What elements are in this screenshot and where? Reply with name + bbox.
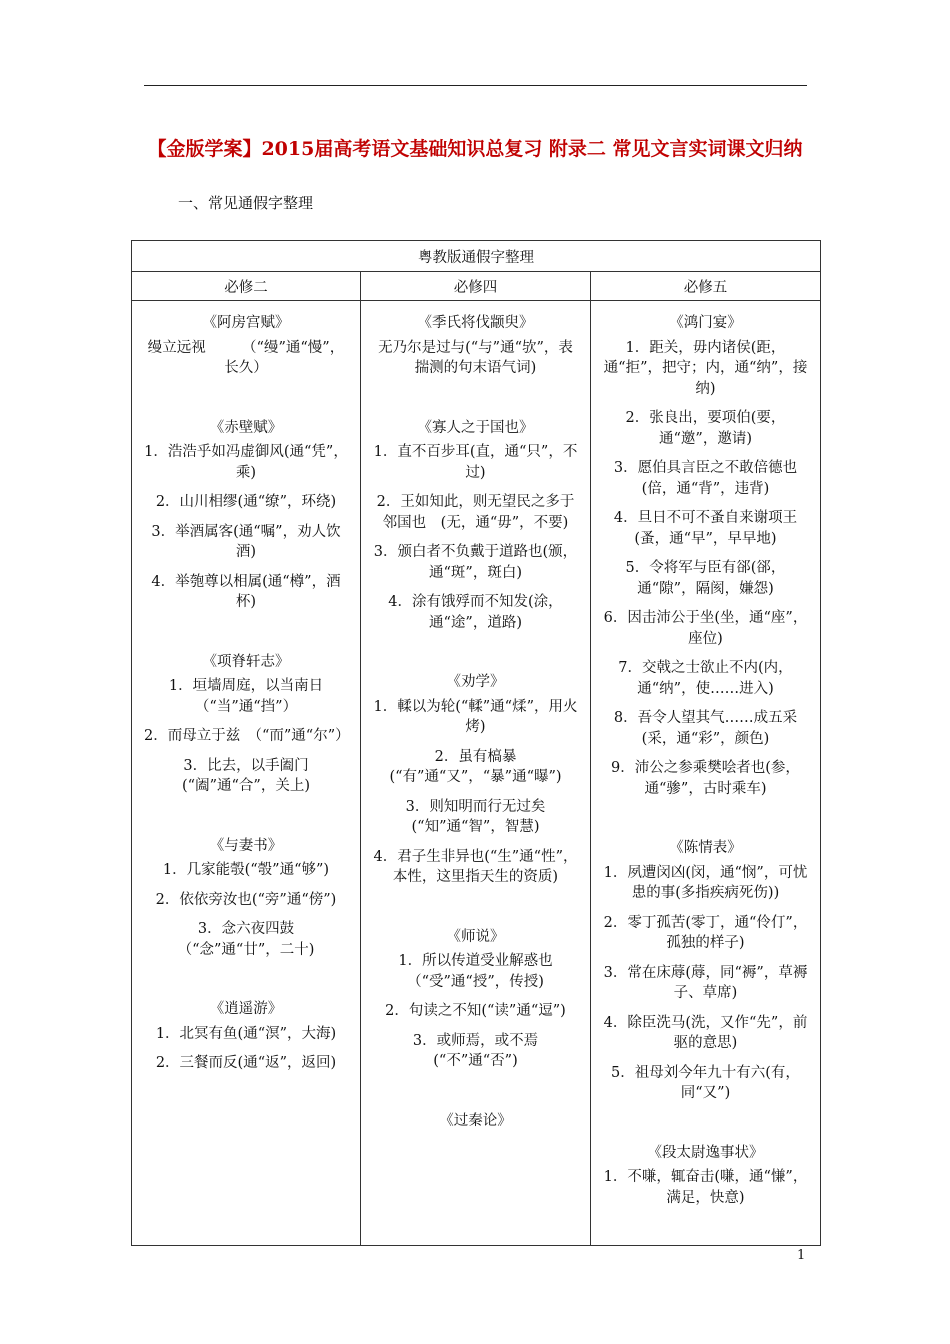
column-header-bixiu2: 必修二: [132, 272, 361, 301]
list-item: 2．依依旁汝也(“旁”通“傍”): [155, 891, 337, 908]
list-item: 1．不嗛，辄奋击(嗛，通“慊”，满足，快意): [603, 1169, 808, 1206]
tongjia-table: [131, 240, 821, 1246]
list-item: 2．虽有槁暴(“有”通“又”，“暴”通“曝”): [389, 748, 562, 785]
list-item: 1．浩浩乎如冯虚御风(通“凭”，乘): [144, 444, 348, 481]
list-item: 1．北冥有鱼(通“溟”，大海): [155, 1025, 337, 1042]
essay-title: 《过秦论》: [439, 1112, 512, 1129]
list-item: 3．举酒属客(通“嘱”，劝人饮酒): [151, 523, 341, 560]
list-item: 2．王如知此，则无望民之多于邻国也 (无，通“毋”，不要): [376, 494, 575, 531]
list-item: 无乃尔是过与(“与”通“欤”，表揣测的句末语气词): [378, 339, 573, 376]
list-item: 9．沛公之参乘樊哙者也(参，通“骖”，古时乘车): [611, 760, 800, 797]
list-item: 1．垣墙周庭，以当南日（“当”通“挡”）: [168, 678, 324, 715]
list-item: 4．举匏尊以相属(通“樽”，酒杯): [151, 573, 341, 610]
essay-title: 《阿房宫赋》: [202, 315, 290, 331]
essay-title: 《赤壁赋》: [209, 419, 283, 436]
list-item: 1．几家能彀(“彀”通“够”): [162, 862, 330, 878]
list-item: 4．旦日不可不蚤自来谢项王(蚤，通“早”，早早地): [613, 510, 798, 547]
list-item: 4．涂有饿殍而不知发(涂，通“途”，道路): [388, 594, 563, 631]
list-item: 2．句读之不知(“读”通“逗”): [385, 1003, 566, 1019]
list-item: 4．除臣洗马(洗，又作“先”，前驱的意思): [603, 1014, 808, 1051]
section-heading: 一、常见通假字整理: [178, 194, 314, 212]
list-item: 4．君子生非异也(“生”通“性”，本性，这里指天生的资质): [373, 848, 578, 885]
list-item: 8．吾令人望其气……成五采(采，通“彩”，颜色): [613, 710, 798, 747]
list-item: 2．三餐而反(通“返”，返回): [155, 1055, 337, 1071]
essay-title: 《段太尉逸事状》: [647, 1144, 764, 1161]
list-item: 3．或师焉，或不焉(“不”通“否”): [412, 1032, 539, 1069]
list-item: 1．直不百步耳(直，通“只”，不过): [373, 444, 578, 481]
essay-title: 《项脊轩志》: [202, 653, 290, 670]
list-item: 1．距关，毋内诸侯(距，通“拒”，把守；内，通“纳”，接纳): [603, 339, 808, 397]
header-rule: [144, 85, 807, 86]
page-number: 1: [797, 1248, 806, 1263]
list-item: 缦立远视 （“缦”通“慢”，长久）: [147, 339, 345, 376]
column-bixiu5: [591, 301, 821, 1246]
column-bixiu2: [132, 301, 361, 1246]
essay-title: 《劝学》: [446, 674, 505, 690]
list-item: 5．祖母刘今年九十有六(有，同“又”): [611, 1064, 800, 1101]
list-item: 3．颁白者不负戴于道路也(颁，通“斑”，斑白): [373, 544, 578, 581]
column-bixiu4: [361, 301, 591, 1246]
list-item: 3．比去，以手阖门(“阖”通“合”，关上): [182, 757, 310, 794]
list-item: 2．零丁孤苦(零丁，通“伶仃”，孤独的样子): [603, 914, 808, 951]
list-item: 6．因击沛公于坐(坐，通“座”，座位): [603, 610, 808, 647]
essay-title: 《陈情表》: [669, 840, 742, 856]
essay-title: 《逍遥游》: [209, 1001, 283, 1017]
list-item: 3．愿伯具言臣之不敢倍德也(倍，通“背”，违背): [613, 460, 798, 497]
column-header-bixiu5: 必修五: [591, 272, 821, 301]
list-item: 1．所以传道受业解惑也（“受”通“授”，传授): [398, 953, 553, 990]
list-item: 1．輮以为轮(“輮”通“煣”，用火烤): [373, 698, 578, 735]
column-header-bixiu4: 必修四: [361, 272, 591, 301]
document-title: 【金版学案】2015届高考语文基础知识总复习 附录二 常见文言实词课文归纳: [147, 138, 803, 160]
essay-title: 《季氏将伐颛臾》: [417, 315, 534, 331]
essay-title: 《与妻书》: [209, 837, 283, 854]
table-caption: 粤教版通假字整理: [132, 241, 821, 272]
essay-title: 《寡人之于国也》: [417, 419, 534, 436]
essay-title: 《鸿门宴》: [669, 315, 742, 331]
list-item: 2．张良出，要项伯(要，通“邀”，邀请): [625, 410, 786, 447]
list-item: 2．而母立于兹 （“而”通“尔”）: [144, 728, 350, 744]
essay-title: 《师说》: [446, 928, 505, 945]
list-item: 5．令将军与臣有郤(郤，通“隙”，隔阂，嫌怨): [625, 560, 786, 597]
list-item: 3．则知明而行无过矣(“知”通“智”，智慧): [405, 798, 546, 835]
list-item: 2．山川相缪(通“缭”，环绕): [155, 494, 337, 510]
list-item: 1．夙遭闵凶(闵，通“悯”，可忧患的事(多指疾病死伤)): [603, 864, 808, 901]
list-item: 3．念六夜四鼓 （“念”通“廿”，二十): [177, 921, 315, 958]
list-item: 7．交戟之士欲止不内(内，通“纳”，使……进入): [618, 660, 793, 697]
list-item: 3．常在床蓐(蓐，同“褥”，草褥子、草席): [603, 964, 808, 1001]
